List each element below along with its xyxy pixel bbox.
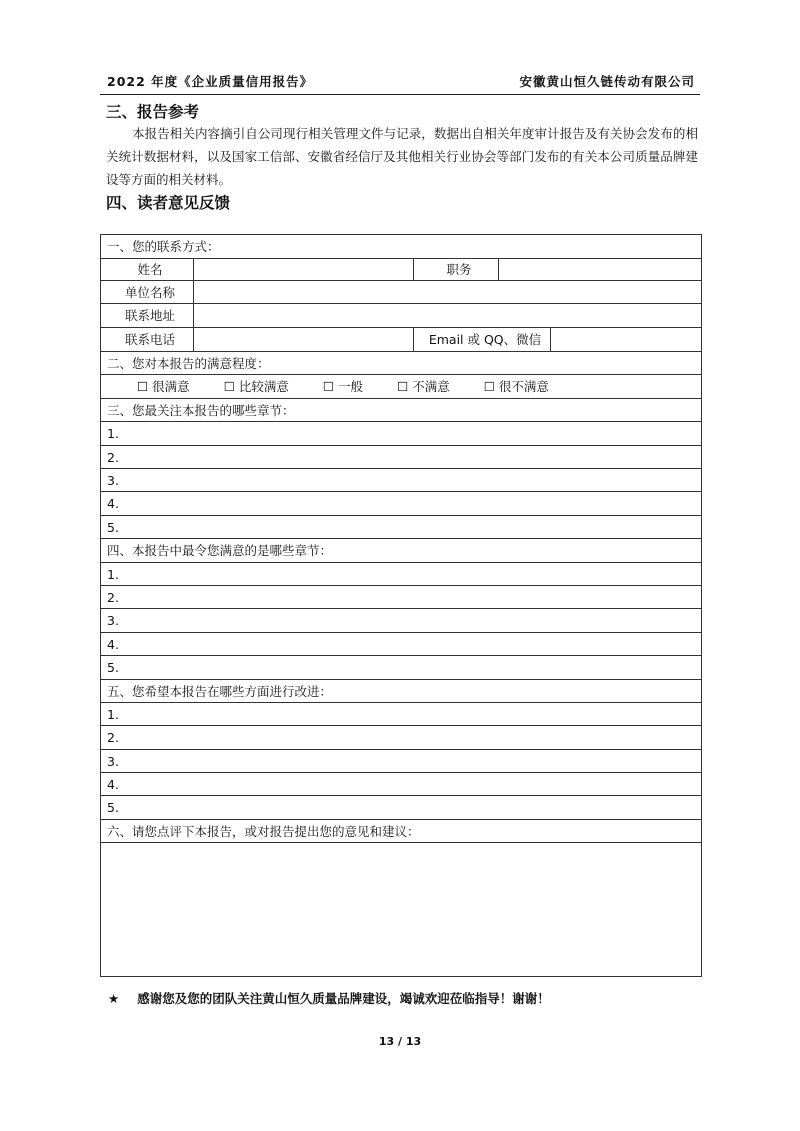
q5-answer-line[interactable]: 5. — [101, 796, 702, 820]
q4-answer-line[interactable]: 5. — [101, 656, 702, 680]
page-number: 13 / 13 — [378, 1035, 422, 1048]
q4-answer-line[interactable]: 1. — [101, 563, 702, 586]
option-neutral-checkbox[interactable]: ☐ 一般 — [322, 379, 364, 394]
name-label: 姓名 — [101, 259, 194, 281]
option-very-dissatisfied-checkbox[interactable]: ☐ 很不满意 — [483, 379, 549, 394]
phone-field[interactable] — [194, 328, 414, 352]
section-3-paragraph-text: 本报告相关内容摘引自公司现行相关管理文件与记录，数据出自相关年度审计报告及有关协会发布的相关统计数据材料，以及国家工信部、安徽省经信厅及其他相关行业协会等部门发布的有关本公司质量品牌建设等方面的相关材料。 — [106, 126, 698, 187]
q6-heading: 六、请您点评下本报告，或对报告提出您的意见和建议： — [101, 820, 702, 843]
q4-answer-line[interactable]: 2. — [101, 586, 702, 609]
address-field[interactable] — [194, 304, 702, 328]
address-label: 联系地址 — [101, 304, 194, 328]
section-3-paragraph — [106, 122, 698, 191]
email-field[interactable] — [551, 328, 702, 352]
satisfaction-heading: 二、您对本报告的满意程度： — [101, 352, 702, 375]
name-field[interactable] — [194, 259, 414, 281]
header-report-title: 2022 年度《企业质量信用报告》 — [107, 74, 314, 89]
section-3-title: 三、报告参考 — [106, 103, 200, 121]
contact-heading: 一、您的联系方式： — [101, 235, 702, 259]
q3-answer-line[interactable]: 2. — [101, 446, 702, 469]
header-divider — [100, 94, 700, 95]
company-field[interactable] — [194, 281, 702, 304]
q5-answer-line[interactable]: 4. — [101, 773, 702, 796]
position-label: 职务 — [414, 259, 499, 281]
satisfaction-options — [101, 375, 702, 399]
option-very-satisfied-checkbox[interactable]: ☐ 很满意 — [137, 379, 190, 394]
q5-heading: 五、您希望本报告在哪些方面进行改进： — [101, 680, 702, 703]
feedback-form — [100, 234, 702, 977]
q5-answer-line[interactable]: 2. — [101, 726, 702, 750]
q3-answer-line[interactable]: 3. — [101, 469, 702, 492]
q4-answer-line[interactable]: 3. — [101, 609, 702, 633]
q4-heading: 四、本报告中最令您满意的是哪些章节： — [101, 539, 702, 563]
q3-answer-line[interactable]: 1. — [101, 422, 702, 446]
section-4-title: 四、读者意见反馈 — [106, 194, 231, 212]
q3-answer-line[interactable]: 5. — [101, 516, 702, 539]
header-company-name: 安徽黄山恒久链传动有限公司 — [519, 74, 695, 89]
option-fairly-satisfied-checkbox[interactable]: ☐ 比较满意 — [223, 379, 289, 394]
q5-answer-line[interactable]: 1. — [101, 703, 702, 726]
position-field[interactable] — [499, 259, 702, 281]
q3-heading: 三、您最关注本报告的哪些章节： — [101, 399, 702, 422]
thanks-line — [108, 989, 550, 1007]
star-icon: ★ — [108, 991, 120, 1006]
q3-answer-line[interactable]: 4. — [101, 492, 702, 516]
thanks-text: 感谢您及您的团队关注黄山恒久质量品牌建设，竭诚欢迎莅临指导！谢谢！ — [137, 991, 550, 1006]
comments-area[interactable] — [101, 843, 702, 977]
phone-label: 联系电话 — [101, 328, 194, 352]
email-label: Email 或 QQ、微信 — [414, 328, 551, 352]
q4-answer-line[interactable]: 4. — [101, 633, 702, 656]
option-dissatisfied-checkbox[interactable]: ☐ 不满意 — [397, 379, 450, 394]
company-label: 单位名称 — [101, 281, 194, 304]
q5-answer-line[interactable]: 3. — [101, 750, 702, 773]
